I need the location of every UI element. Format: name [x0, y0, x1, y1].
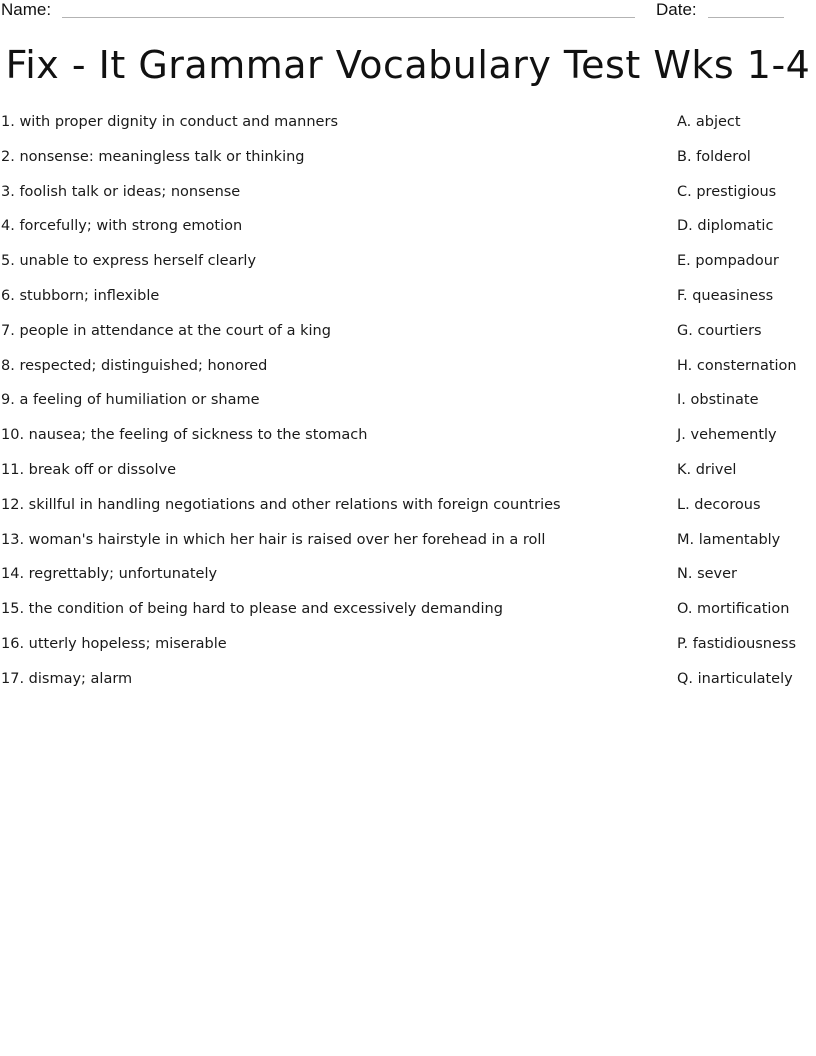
answer-item: L. decorous — [677, 496, 761, 513]
worksheet-header — [0, 0, 816, 24]
answer-item: C. prestigious — [677, 183, 777, 200]
clue-item: 13. woman's hairstyle in which her hair is raised over her forehead in a roll — [1, 531, 546, 548]
clue-item: 10. nausea; the feeling of sickness to the stomach — [1, 427, 368, 444]
date-label: Date: — [656, 0, 697, 19]
answer-item: M. lamentably — [677, 531, 781, 548]
answer-item: F. queasiness — [677, 287, 774, 304]
clue-item: 5. unable to express herself clearly — [1, 253, 257, 270]
answer-item: N. sever — [677, 566, 738, 583]
answer-item: E. pompadour — [677, 253, 779, 270]
clue-item: 11. break off or dissolve — [1, 461, 176, 478]
name-label: Name: — [1, 0, 52, 19]
answer-item: B. folderol — [677, 148, 751, 165]
answer-item: J. vehemently — [677, 427, 777, 444]
clue-item: 7. people in attendance at the court of a king — [1, 322, 331, 339]
page-title: Fix - It Grammar Vocabulary Test Wks 1-4 — [5, 43, 811, 87]
answer-item: A. abject — [677, 114, 741, 130]
clue-item: 8. respected; distinguished; honored — [1, 357, 268, 374]
answer-bank — [677, 112, 816, 704]
answer-item: H. consternation — [677, 357, 797, 374]
clue-item: 4. forcefully; with strong emotion — [1, 218, 243, 235]
answer-item: D. diplomatic — [677, 218, 774, 235]
answer-item: K. drivel — [677, 461, 737, 478]
clue-list — [1, 112, 661, 704]
clue-item: 16. utterly hopeless; miserable — [1, 635, 227, 652]
clue-item: 17. dismay; alarm — [1, 670, 133, 687]
clue-item: 15. the condition of being hard to please and excessively demanding — [1, 601, 503, 618]
answer-item: O. mortification — [677, 601, 790, 618]
answer-item: G. courtiers — [677, 322, 762, 339]
clue-item: 12. skillful in handling negotiations and other relations with foreign countries — [1, 496, 561, 513]
clue-item: 14. regrettably; unfortunately — [1, 566, 218, 583]
clue-item: 6. stubborn; inflexible — [1, 287, 160, 304]
date-blank-line — [708, 17, 784, 18]
clue-item: 9. a feeling of humiliation or shame — [1, 392, 260, 409]
clue-item: 3. foolish talk or ideas; nonsense — [1, 183, 241, 200]
answer-item: Q. inarticulately — [677, 670, 793, 687]
answer-item: P. fastidiousness — [677, 635, 797, 652]
clue-item: 2. nonsense: meaningless talk or thinking — [1, 148, 305, 165]
answer-item: I. obstinate — [677, 392, 759, 409]
clue-item: 1. with proper dignity in conduct and manners — [1, 114, 338, 130]
name-blank-line — [62, 17, 635, 18]
